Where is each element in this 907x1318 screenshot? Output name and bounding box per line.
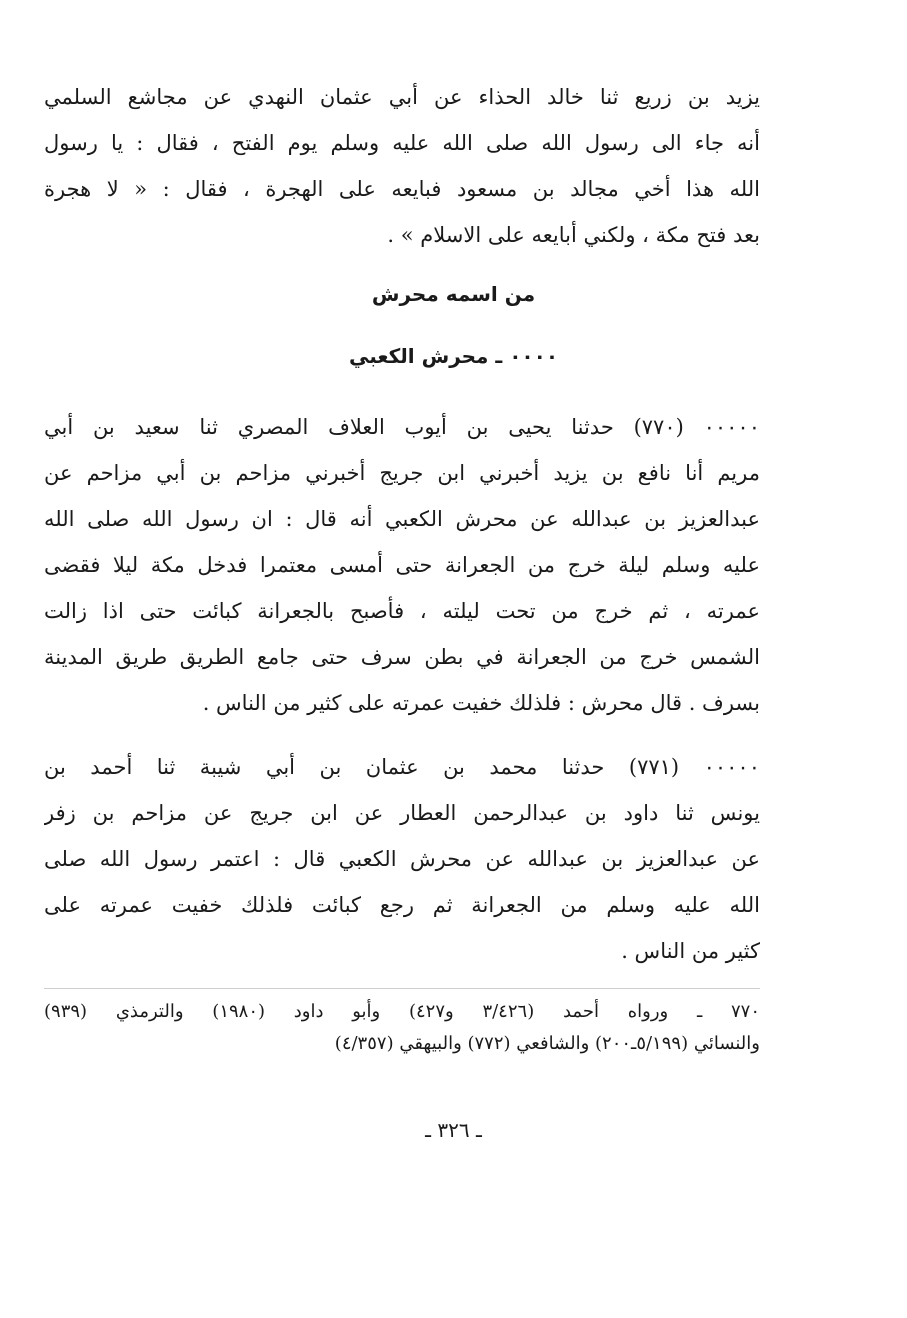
- text-line: أنه جاء الى رسول الله صلى الله عليه وسلم يوم الفتح ، فقال : يا رسول: [44, 131, 760, 155]
- text-line: عليه وسلم ليلة خرج من الجعرانة حتى أمسى معتمرا فدخل مكة ليلا فقضى: [44, 553, 760, 577]
- text-line: عن عبدالعزيز بن عبدالله عن محرش الكعبي قال : اعتمر رسول الله صلى: [44, 847, 760, 871]
- text-line: يزيد بن زريع ثنا خالد الحذاء عن أبي عثمان النهدي عن مجاشع السلمي: [44, 85, 760, 109]
- text-line: كثير من الناس .: [621, 939, 760, 963]
- text-line: عبدالعزيز بن عبدالله عن محرش الكعبي أنه قال : ان رسول الله صلى الله: [44, 507, 760, 531]
- section-heading: من اسمه محرش: [371, 282, 536, 306]
- page-number: ـ ٣٢٦ ـ: [425, 1118, 482, 1142]
- entry-heading: ٠٠٠٠ ـ محرش الكعبي: [348, 344, 559, 368]
- footnote-separator: [44, 988, 760, 989]
- hadith-771-paragraph: [44, 744, 760, 974]
- text-line: يونس ثنا داود بن عبدالرحمن العطار عن ابن جريج عن مزاحم بن زفر: [44, 801, 760, 825]
- footnote-line: والنسائي (٥/١٩٩ـ٢٠٠) والشافعي (٧٧٢) والبيهقي (٤/٣٥٧): [334, 1033, 760, 1054]
- text-line: ٠٠٠٠٠ (٧٧١) حدثنا محمد بن عثمان بن أبي شيبة ثنا أحمد بن: [44, 755, 760, 779]
- text-line: الشمس خرج من الجعرانة في بطن سرف حتى جامع الطريق طريق المدينة: [44, 645, 760, 669]
- footnote-line: ٧٧٠ ـ ورواه أحمد (٣/٤٢٦ و٤٢٧) وأبو داود (١٩٨٠) والترمذي (٩٣٩): [44, 1001, 760, 1022]
- text-line: بعد فتح مكة ، ولكني أبايعه على الاسلام » .: [387, 223, 760, 247]
- text-line: بسرف . قال محرش : فلذلك خفيت عمرته على كثير من الناس .: [202, 691, 760, 715]
- text-line: الله عليه وسلم من الجعرانة ثم رجع كبائت فلذلك خفيت عمرته على: [44, 893, 760, 917]
- text-line: عمرته ، ثم خرج من تحت ليلته ، فأصبح بالجعرانة كبائت حتى اذا زالت: [44, 599, 760, 623]
- text-line: الله هذا أخي مجالد بن مسعود فبايعه على الهجرة ، فقال : « لا هجرة: [44, 177, 760, 201]
- footnote: [44, 996, 760, 1060]
- hadith-770-paragraph: [44, 404, 760, 726]
- text-line: مريم أنا نافع بن يزيد أخبرني ابن جريج أخبرني مزاحم بن أبي مزاحم عن: [44, 461, 760, 485]
- intro-paragraph: [44, 74, 760, 258]
- text-line: ٠٠٠٠٠ (٧٧٠) حدثنا يحيى بن أيوب العلاف المصري ثنا سعيد بن أبي: [44, 415, 760, 439]
